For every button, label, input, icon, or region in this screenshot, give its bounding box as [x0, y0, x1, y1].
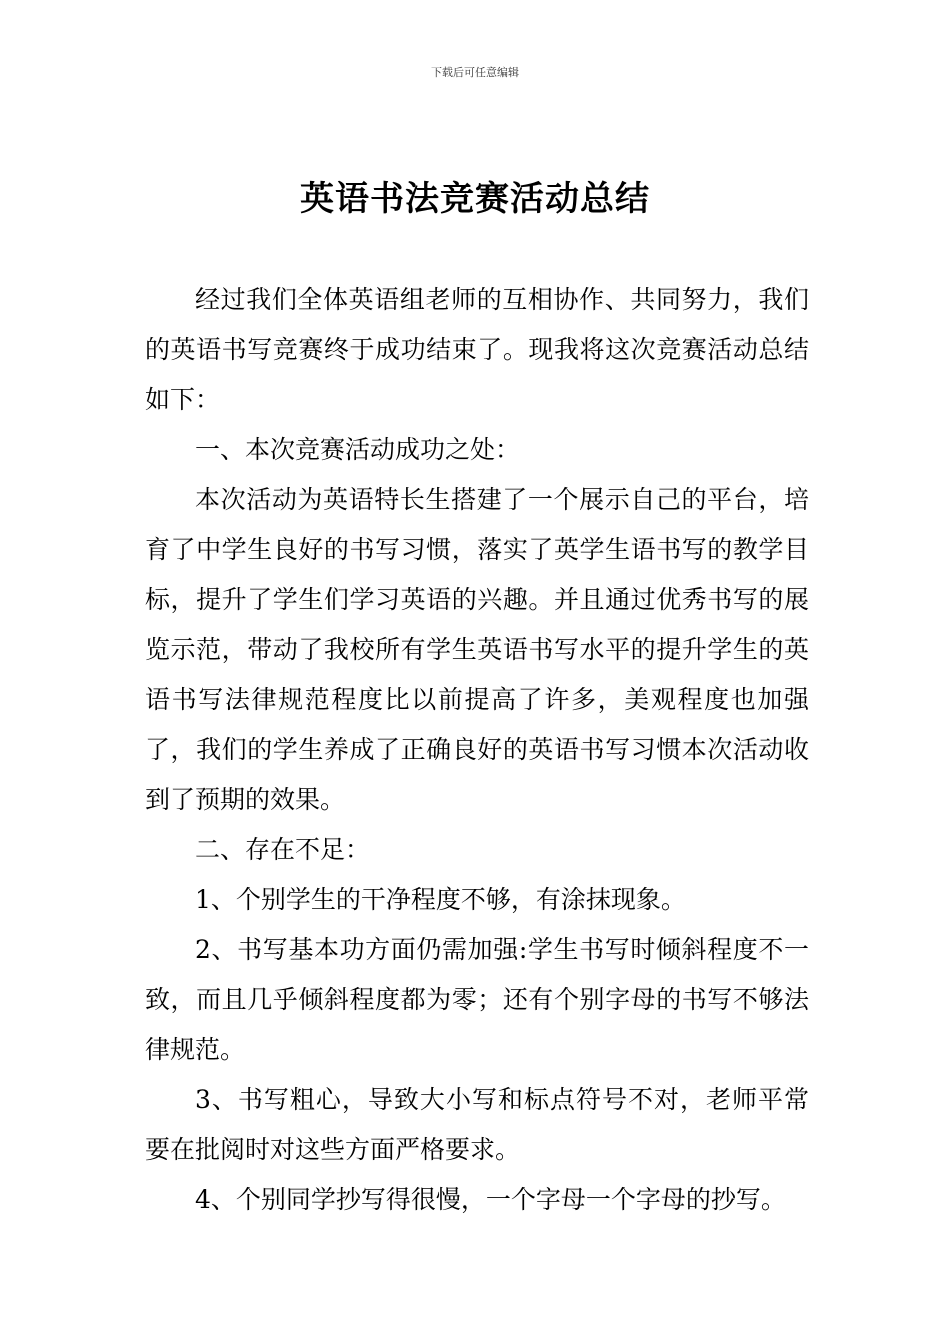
document-body [145, 275, 809, 1225]
paragraph-successes: 本次活动为英语特长生搭建了一个展示自己的平台，培育了中学生良好的书写习惯，落实了英学生语书写的教学目标，提升了学生们学习英语的兴趣。并且通过优秀书写的展览示范，带动了我校所有学生英语书写水平的提升学生的英语书写法律规范程度比以前提高了许多，美观程度也加强了，我们的学生养成了正确良好的英语书写习惯本次活动收到了预期的效果。 [145, 485, 809, 814]
list-item-shortcoming-1: 1、个别学生的干净程度不够，有涂抹现象。 [195, 885, 686, 914]
document-title: 英语书法竞赛活动总结 [300, 179, 650, 219]
section-heading-shortcomings: 二、存在不足： [195, 835, 371, 864]
list-item-shortcoming-4: 4、个别同学抄写得很慢，一个字母一个字母的抄写。 [195, 1185, 786, 1214]
list-item-shortcoming-2: 2、书写基本功方面仍需加强:学生书写时倾斜程度不一致，而且几乎倾斜程度都为零；还有个别字母的书写不够法律规范。 [145, 935, 809, 1064]
paragraph-intro: 经过我们全体英语组老师的互相协作、共同努力，我们的英语书写竞赛终于成功结束了。现我将这次竞赛活动总结如下： [145, 285, 809, 414]
header-note: 下载后可任意编辑 [431, 66, 519, 79]
list-item-shortcoming-3: 3、书写粗心，导致大小写和标点符号不对，老师平常要在批阅时对这些方面严格要求。 [145, 1085, 809, 1164]
section-heading-successes: 一、本次竞赛活动成功之处： [195, 435, 521, 464]
